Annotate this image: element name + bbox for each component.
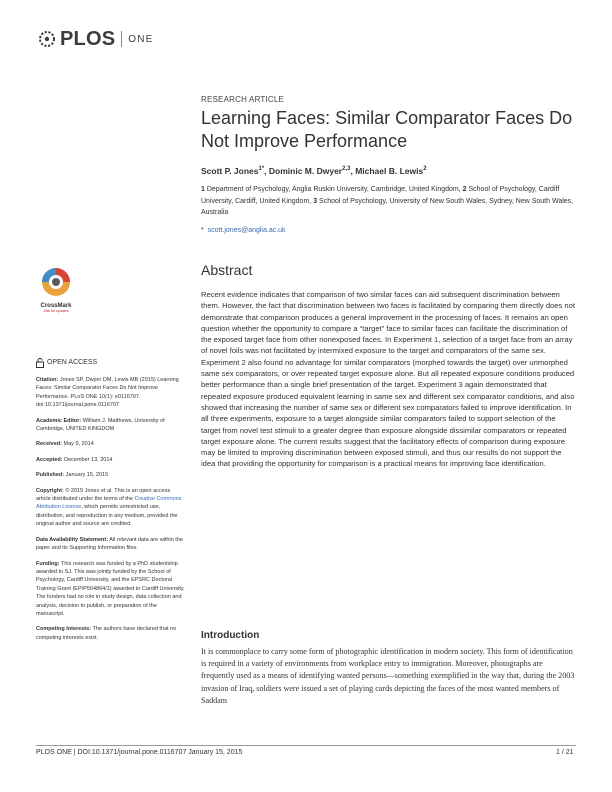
- author-superscript: 2,3: [342, 166, 351, 173]
- abstract-heading: Abstract: [201, 262, 253, 278]
- article-info-sidebar: [36, 358, 186, 649]
- affiliation-text: School of Psychology, University of New South Wales, Sydney, New South Wales, Australia: [201, 197, 574, 216]
- email-marker: *: [201, 227, 204, 234]
- competing-interests-label: Competing Interests:: [36, 626, 92, 633]
- email-link[interactable]: scott.jones@anglia.ac.uk: [207, 227, 286, 234]
- received-block: [36, 440, 186, 448]
- accepted-date: December 13, 2014: [64, 456, 113, 463]
- accepted-block: [36, 456, 186, 464]
- funding-label: Funding:: [36, 560, 60, 567]
- author-list: Scott P. Jones$^{1*}$, Dominic M. Dwyer$^{2,3}$, Michael B. Lewis$^2$: [201, 166, 427, 176]
- author-name[interactable]: Michael B. Lewis: [355, 166, 424, 176]
- logo-divider: [121, 31, 122, 47]
- affiliation-number: 3: [313, 197, 318, 205]
- data-availability-label: Data Availability Statement:: [36, 536, 109, 543]
- accepted-label: Accepted:: [36, 456, 63, 463]
- affiliation-number: 2: [462, 186, 467, 193]
- editor-block: [36, 417, 186, 434]
- copyright-block: [36, 487, 186, 529]
- citation-label: Citation:: [36, 377, 59, 383]
- logo-plos-text: PLOS: [60, 27, 116, 50]
- published-date: January 15, 2015: [65, 472, 109, 479]
- open-lock-icon: [36, 358, 44, 368]
- crossmark-label: CrossMark: [40, 303, 72, 309]
- author-superscript: 2: [423, 166, 427, 173]
- author-name[interactable]: Dominic M. Dwyer: [268, 166, 343, 176]
- article-type: RESEARCH ARTICLE: [201, 95, 285, 104]
- logo-journal-text: ONE: [128, 33, 154, 45]
- received-label: Received:: [36, 441, 62, 448]
- funding-text: This research was funded by a PhD studentship awarded to SJ. This was jointly funded by the School of Psychology, Cardiff University, and the EPSRC Doctoral Training Grant (EP/P504864/1) awarded to Cardiff University. The funders had no role in study design, data collection and analysis, decision to publish, or preparation of the manuscript.: [36, 560, 185, 617]
- introduction-heading: Introduction: [201, 630, 260, 641]
- citation-text: Jones SP, Dwyer DM, Lewis MB (2015) Learning Faces: Similar Comparator Faces Do Not Improve Performance. PLoS ONE 10(1): e0116707. doi:10.1371/journal.pone.0116707: [36, 377, 179, 409]
- affiliation-text: Department of Psychology, Anglia Ruskin University, Cambridge, United Kingdom,: [206, 186, 461, 193]
- corresponding-email: [201, 227, 286, 234]
- competing-interests-text: The authors have declared that no competing interests exist.: [36, 626, 177, 641]
- open-access-label: OPEN ACCESS: [47, 358, 98, 366]
- article-title: Learning Faces: Similar Comparator Faces Do Not Improve Performance: [201, 108, 573, 151]
- introduction-text: It is commonplace to carry some form of photographic identification in modern society. This form of identification is required in a variety of environments from workplace entry to immigration. Moreover, photographs are frequently used as a means of identifying wanted persons—something exemplified in the way that, during the 2003 invasion of Iraq, soldiers were issued a set of playing cards depicting the faces of the most wanted members of Saddam: [201, 647, 575, 705]
- copyright-label: Copyright:: [36, 487, 64, 494]
- license-link[interactable]: Creative Commons Attribution License: [36, 496, 182, 511]
- plos-logo-icon: [36, 28, 58, 50]
- abstract-text: Recent evidence indicates that comparison of two similar faces can aid subsequent discrimination between them. However, the fact that discrimination between two faces is facilitated by comparing them directly does not demonstrate that comparison produces a general improvement in the processing of faces. It remains an open question whether the opportunity to compare a “target” face to similar faces can facilitate the discrimination of the exposed target face from other nonexposed faces. In Experiment 1, selection of a target face from an array of novel foils was not facilitated by intermixed exposure to the target and comparators of the same sex. Experiment 2 also found no advantage for similar comparators (morphed towards the target) over unmorphed same sex comparators, or over repeated target exposure alone. But all repeated exposure conditions produced better performance than a single brief presentation of the target. Experiment 3 again demonstrated that repeated exposure produced equivalent learning in same sex and different sex comparator conditions, and also showed that increasing the number of same sex or different sex comparators failed to improve identification. In all three experiments, exposure to a target alongside similar comparators failed to support selection of the target from novel test stimuli to a greater degree than exposure alongside dissimilar comparators or repeated target exposure alone. The current results suggest that the facilitatory effects of comparison during exposure may be limited to improving discrimination between exposed stimuli, and thus our results do not support the idea that providing the opportunity for comparison is a practical means for improving face identification.: [201, 290, 575, 469]
- published-label: Published:: [36, 472, 65, 479]
- footer-citation: PLOS ONE | DOI:10.1371/journal.pone.0116707 January 15, 2015: [36, 749, 243, 756]
- author-name[interactable]: Scott P. Jones: [201, 166, 259, 176]
- data-availability-text: All relevant data are within the paper and its Supporting Information files.: [36, 536, 183, 552]
- affiliation-text: School of Psychology, Cardiff University, Cardiff, United Kingdom,: [201, 186, 560, 205]
- received-date: May 9, 2014: [63, 441, 94, 448]
- crossmark-sublabel: click for updates: [43, 309, 69, 313]
- crossmark-badge[interactable]: [36, 267, 76, 313]
- funding-block: [36, 560, 186, 619]
- citation-block: [36, 376, 186, 410]
- copyright-text: © 2015 Jones et al. This is an open access article distributed under the terms of the: [36, 487, 171, 503]
- affiliation-number: 1: [201, 186, 205, 193]
- open-access-badge: [36, 358, 186, 368]
- published-block: [36, 471, 186, 479]
- editor-text: William J. Matthews, University of Cambridge, UNITED KINGDOM: [36, 417, 165, 433]
- editor-label: Academic Editor:: [36, 417, 82, 424]
- author-superscript: 1*: [258, 166, 265, 173]
- footer-divider: [36, 745, 576, 746]
- copyright-text-end: , which permits unrestricted use, distribution, and reproduction in any medium, provided the original author and source are credited.: [36, 504, 178, 528]
- competing-interests-block: [36, 625, 186, 642]
- data-availability-block: [36, 536, 186, 553]
- plos-one-logo[interactable]: [36, 26, 154, 52]
- crossmark-icon: [38, 267, 74, 297]
- affiliations: [201, 184, 576, 219]
- page-number: 1 / 21: [556, 749, 574, 756]
